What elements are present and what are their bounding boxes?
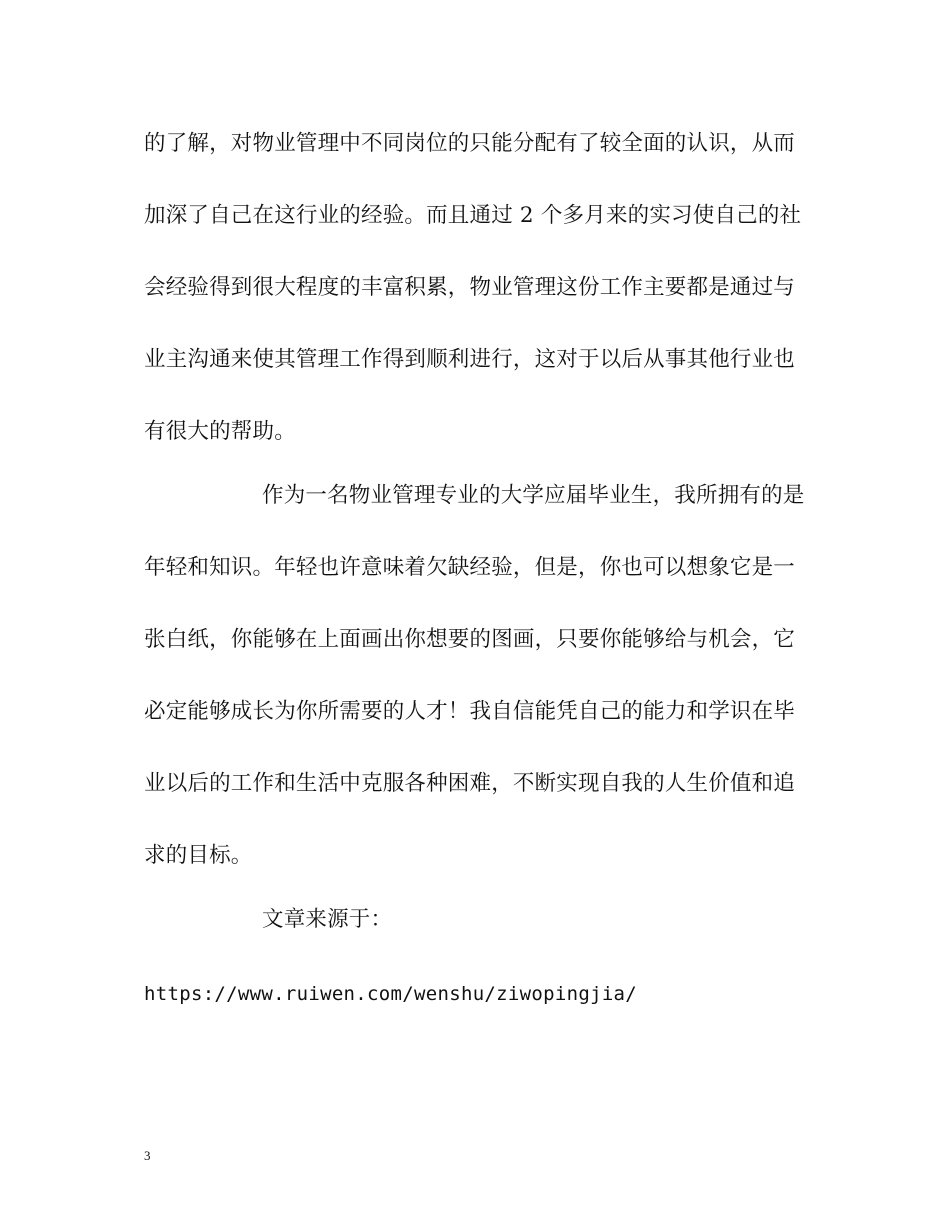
- paragraph-2-line-6: 求的目标。: [144, 843, 253, 868]
- paragraph-2-line-3: 张白纸，你能够在上面画出你想要的图画，只要你能够给与机会，它: [144, 627, 796, 652]
- paragraph-1-line-5: 有很大的帮助。: [144, 419, 296, 444]
- paragraph-1-line-2: 加深了自己在这行业的经验。而且通过 2 个多月来的实习使自己的社: [144, 203, 802, 228]
- page-number: 3: [144, 1148, 151, 1163]
- paragraph-1-line-3: 会经验得到很大程度的丰富积累，物业管理这份工作主要都是通过与: [144, 275, 796, 300]
- paragraph-1-line-4: 业主沟通来使其管理工作得到顺利进行，这对于以后从事其他行业也: [144, 347, 796, 372]
- paragraph-2-line-5: 业以后的工作和生活中克服各种困难，不断实现自我的人生价值和追: [144, 771, 796, 796]
- paragraph-1-line-1: 的了解，对物业管理中不同岗位的只能分配有了较全面的认识，从而: [144, 131, 796, 156]
- source-label: 文章来源于：: [262, 907, 393, 932]
- source-url-link[interactable]: https://www.ruiwen.com/wenshu/ziwopingjia/: [144, 983, 638, 1005]
- paragraph-2-line-1: 作为一名物业管理专业的大学应届毕业生，我所拥有的是: [262, 483, 805, 508]
- paragraph-2-line-2: 年轻和知识。年轻也许意味着欠缺经验，但是，你也可以想象它是一: [144, 555, 796, 580]
- paragraph-2-line-4: 必定能够成长为你所需要的人才！我自信能凭自己的能力和学识在毕: [144, 699, 796, 724]
